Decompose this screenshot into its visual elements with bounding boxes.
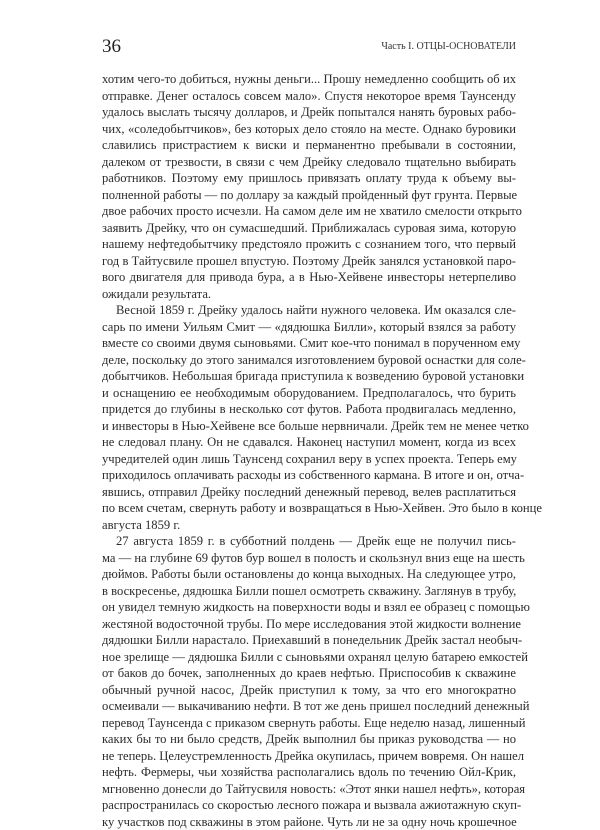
text-line: мгновенно донесли до Тайтусвиля новость: «Этот янки нашел нефть», которая (102, 781, 516, 798)
text-line: 27 августа 1859 г. в субботний полдень — Дрейк еще не получил пись- (102, 533, 516, 550)
text-line: работников. Поэтому ему пришлось привязать оплату труда к объему вы- (102, 170, 516, 187)
text-line: нефть. Фермеры, чьи хозяйства располагались вдоль по течению Ойл-Крик, (102, 764, 516, 781)
text-line: не следовал плану. Он не сдавался. Наконец наступил момент, когда из всех (102, 434, 516, 451)
text-line: не теперь. Целеустремленность Дрейка окупилась, причем вовремя. Он нашел (102, 748, 516, 765)
text-line: вместе со своими двумя сыновьями. Смит кое-что понимал в порученном ему (102, 335, 516, 352)
text-line: приходилось оплачивать расходы из собственного кармана. В итоге и он, отча- (102, 467, 516, 484)
text-line: придется до глубины в несколько сот футов. Работа продвигалась медленно, (102, 401, 516, 418)
text-line: распространилась со скоростью лесного пожара и вызвала ажиотажную скуп- (102, 797, 516, 814)
text-line: добытчиков. Небольшая бригада приступила к возведению буровой установки (102, 368, 516, 385)
text-line: ное зрелище — дядюшка Билли с сыновьями охранял целую батарею емкостей (102, 649, 516, 666)
text-line: чих, «соледобытчиков», без которых дело стояло на месте. Однако буровики (102, 121, 516, 138)
text-line: сарь по имени Уильям Смит — «дядюшка Билли», который взялся за работу (102, 319, 516, 336)
text-line: полненной работы — по доллару за каждый пройденный фут грунта. Первые (102, 187, 516, 204)
text-line: удалось выслать тысячу долларов, и Дрейк попытался нанять буровых рабо- (102, 104, 516, 121)
text-line: ку участков под скважины в этом районе. Чуть ли не за одну ночь крошечное (102, 814, 516, 830)
paragraph (102, 533, 516, 830)
text-line: в воскресенье, дядюшка Билли пошел осмотреть скважину. Заглянув в трубу, (102, 583, 516, 600)
text-line: деле, поскольку до этого занимался изготовлением буровой оснастки для соле- (102, 352, 516, 369)
text-line: нашему нефтедобытчику предстояло прожить с сознанием того, что первый (102, 236, 516, 253)
text-line: и оснащению ее необходимым оборудованием. Предполагалось, что бурить (102, 385, 516, 402)
text-line: хотим чего-то добиться, нужны деньги... Прошу немедленно сообщить об их (102, 71, 516, 88)
text-line: он увидел темную жидкость на поверхности воды и взял ее образец с помощью (102, 599, 516, 616)
text-line: явшись, отправил Дрейку последний денежный перевод, велев расплатиться (102, 484, 516, 501)
text-line: августа 1859 г. (102, 517, 516, 534)
text-line: заявить Дрейку, что он сумасшедший. Приближалась суровая зима, которую (102, 220, 516, 237)
text-line: учредителей один лишь Таунсенд сохранил веру в успех проекта. Теперь ему (102, 451, 516, 468)
text-line: от баков до бочек, заполненных до краев нефтью. Приспособив к скважине (102, 665, 516, 682)
paragraph (102, 302, 516, 533)
body-text (102, 71, 516, 741)
page-header (102, 36, 516, 60)
text-line: обычный ручной насос, Дрейк приступил к тому, за что его многократно (102, 682, 516, 699)
text-line: жестяной водосточной трубы. По мере исследования этой жидкости волнение (102, 616, 516, 633)
text-line: далеком от трезвости, в связи с чем Дрейку следовало тщательно выбирать (102, 154, 516, 171)
text-line: двое рабочих просто исчезли. На самом деле им не хватило смелости открыто (102, 203, 516, 220)
text-line: дядюшки Билли нарастало. Приехавший в понедельник Дрейк застал необыч- (102, 632, 516, 649)
text-line: осмеивали — выкачиванию нефти. В тот же день пришел последний денежный (102, 698, 516, 715)
text-line: перевод Таунсенда с приказом свернуть работы. Еще неделю назад, лишенный (102, 715, 516, 732)
text-line: Весной 1859 г. Дрейку удалось найти нужного человека. Им оказался сле- (102, 302, 516, 319)
paragraph (102, 71, 516, 302)
running-head: Часть I. ОТЦЫ-ОСНОВАТЕЛИ (381, 41, 516, 53)
text-line: отправке. Денег осталось совсем мало». Спустя некоторое время Таунсенду (102, 88, 516, 105)
text-line: ма — на глубине 69 футов бур вошел в полость и скользнул вниз еще на шесть (102, 550, 516, 567)
text-line: год в Тайтусвиле прошел впустую. Поэтому Дрейк занялся установкой паро- (102, 253, 516, 270)
text-line: славились пристрастием к виски и перманентно пребывали в состоянии, (102, 137, 516, 154)
page-number: 36 (102, 36, 121, 58)
text-line: дюймов. Работы были остановлены до конца выходных. На следующее утро, (102, 566, 516, 583)
text-line: ожидали результата. (102, 286, 516, 303)
text-line: и инвесторы в Нью-Хейвене все больше нервничали. Дрейк тем не менее четко (102, 418, 516, 435)
text-line: по всем счетам, свернуть работу и возвращаться в Нью-Хейвен. Это было в конце (102, 500, 516, 517)
text-line: каких бы то ни было средств, Дрейк выполнил бы приказ руководства — но (102, 731, 516, 748)
text-line: вого двигателя для привода бура, а в Нью-Хейвене инвесторы нетерпеливо (102, 269, 516, 286)
